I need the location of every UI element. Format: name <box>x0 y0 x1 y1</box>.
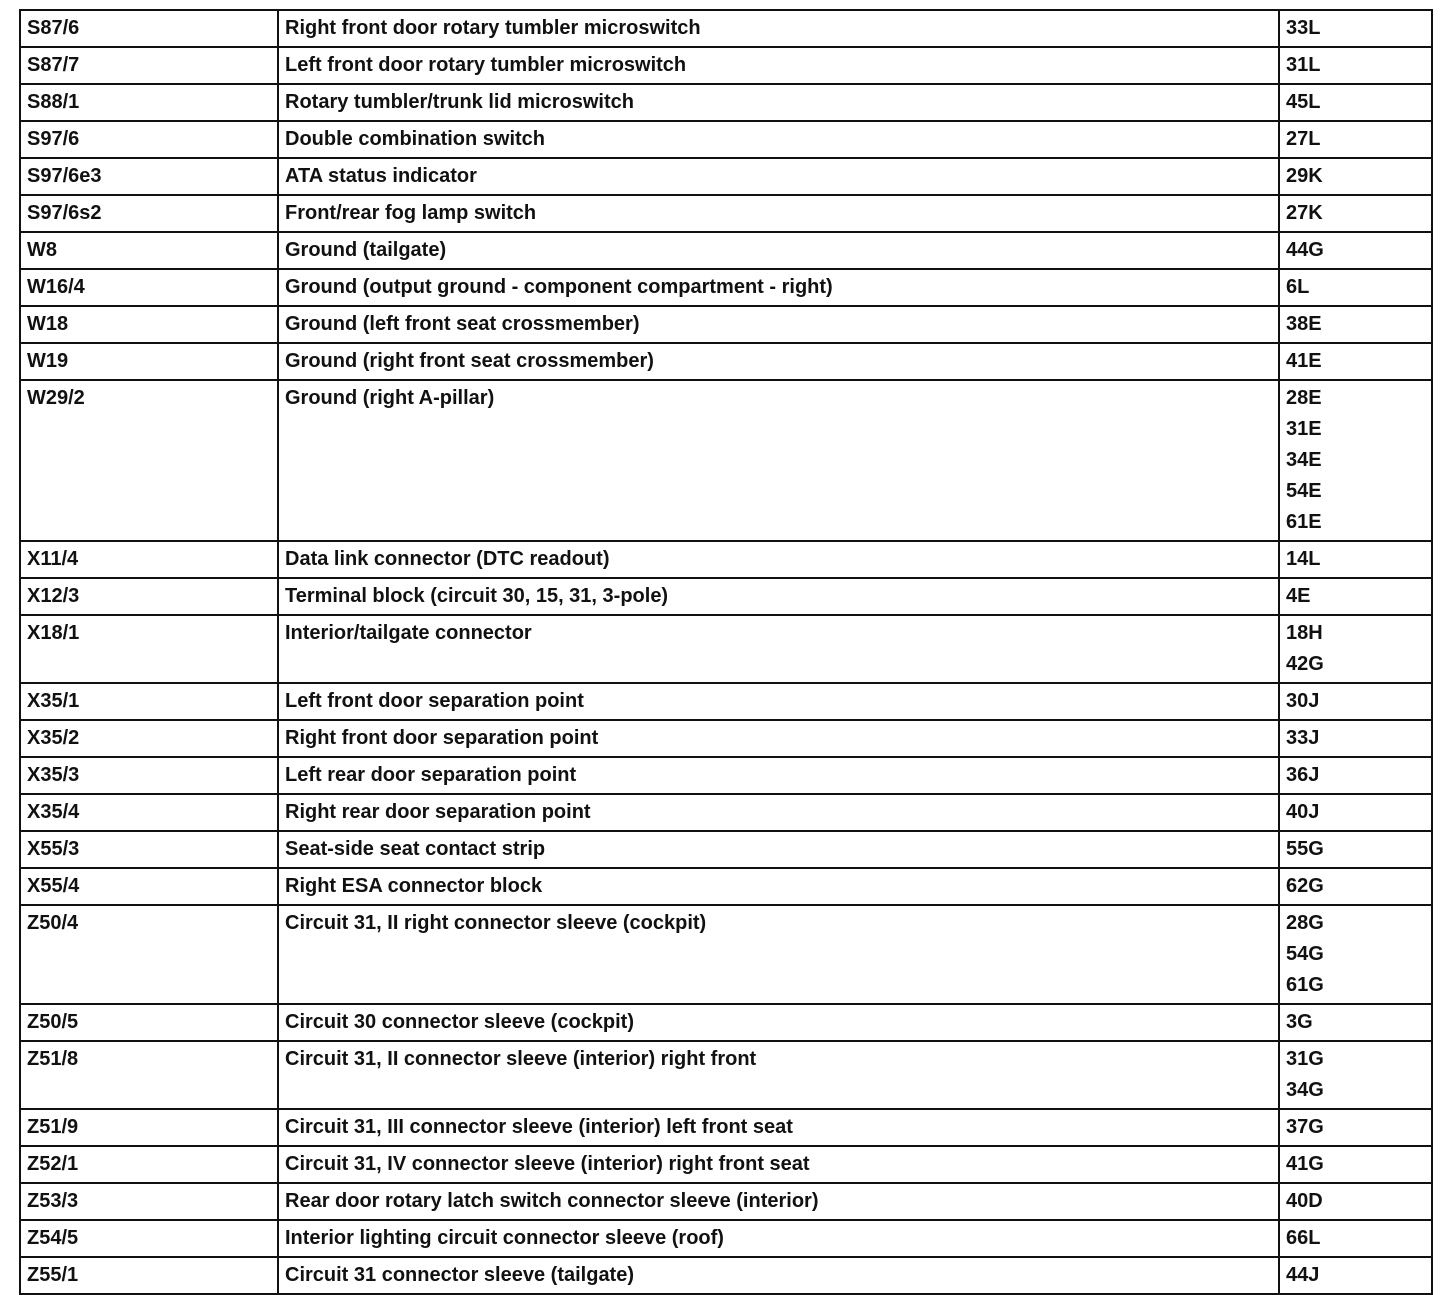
component-description-cell: Left front door separation point <box>278 683 1279 720</box>
table-row <box>20 1257 1432 1294</box>
component-code-cell: X11/4 <box>20 541 278 578</box>
grid-location-cell <box>1279 195 1432 232</box>
component-description-cell: Seat-side seat contact strip <box>278 831 1279 868</box>
grid-location-cell <box>1279 794 1432 831</box>
component-description-cell: Ground (right A-pillar) <box>278 380 1279 541</box>
grid-location-value: 61G <box>1286 974 1324 996</box>
table-row <box>20 343 1432 380</box>
grid-location-value: 18H <box>1286 622 1323 644</box>
grid-location-value: 33L <box>1286 17 1321 39</box>
grid-location-value: 66L <box>1286 1227 1321 1249</box>
component-code-cell: W18 <box>20 306 278 343</box>
component-code-cell: W8 <box>20 232 278 269</box>
table-row <box>20 121 1432 158</box>
grid-location-value: 42G <box>1286 653 1324 675</box>
table-row <box>20 683 1432 720</box>
component-code-cell: W16/4 <box>20 269 278 306</box>
table-row <box>20 1220 1432 1257</box>
component-description-cell: Ground (right front seat crossmember) <box>278 343 1279 380</box>
grid-location-value: 33J <box>1286 727 1320 749</box>
component-location-table <box>19 9 1433 1295</box>
component-code-cell: X35/1 <box>20 683 278 720</box>
component-description-cell: Terminal block (circuit 30, 15, 31, 3-pole) <box>278 578 1279 615</box>
table-row <box>20 757 1432 794</box>
component-code-cell: X55/3 <box>20 831 278 868</box>
component-code-cell: W29/2 <box>20 380 278 541</box>
component-code-cell: S87/7 <box>20 47 278 84</box>
grid-location-value: 54E <box>1286 480 1322 502</box>
table-row <box>20 380 1432 541</box>
table-row <box>20 232 1432 269</box>
table-row <box>20 306 1432 343</box>
grid-location-value: 31E <box>1286 418 1322 440</box>
grid-location-cell <box>1279 380 1432 541</box>
grid-location-cell <box>1279 1220 1432 1257</box>
component-description-cell: Circuit 31, III connector sleeve (interior) left front seat <box>278 1109 1279 1146</box>
component-description-cell: Front/rear fog lamp switch <box>278 195 1279 232</box>
component-description-cell: Ground (left front seat crossmember) <box>278 306 1279 343</box>
grid-location-value: 6L <box>1286 276 1310 298</box>
grid-location-value: 31L <box>1286 54 1321 76</box>
grid-location-cell <box>1279 541 1432 578</box>
component-code-cell: Z55/1 <box>20 1257 278 1294</box>
component-code-cell: Z51/9 <box>20 1109 278 1146</box>
component-code-cell: Z50/4 <box>20 905 278 1004</box>
grid-location-cell <box>1279 1257 1432 1294</box>
grid-location-value: 55G <box>1286 838 1324 860</box>
component-code-cell: Z53/3 <box>20 1183 278 1220</box>
component-code-cell: X12/3 <box>20 578 278 615</box>
component-description-cell: Right ESA connector block <box>278 868 1279 905</box>
grid-location-value: 28G <box>1286 912 1324 934</box>
grid-location-cell <box>1279 905 1432 1004</box>
grid-location-value: 44G <box>1286 239 1324 261</box>
grid-location-cell <box>1279 1004 1432 1041</box>
component-code-cell: X35/3 <box>20 757 278 794</box>
grid-location-cell <box>1279 84 1432 121</box>
grid-location-cell <box>1279 1041 1432 1109</box>
table-row <box>20 47 1432 84</box>
grid-location-cell <box>1279 47 1432 84</box>
table-body <box>20 10 1432 1294</box>
grid-location-value: 3G <box>1286 1011 1313 1033</box>
grid-location-value: 28E <box>1286 387 1322 409</box>
table-row <box>20 10 1432 47</box>
component-description-cell: Left rear door separation point <box>278 757 1279 794</box>
grid-location-value: 4E <box>1286 585 1311 607</box>
grid-location-value: 29K <box>1286 165 1323 187</box>
component-description-cell: Interior lighting circuit connector sleeve (roof) <box>278 1220 1279 1257</box>
grid-location-cell <box>1279 578 1432 615</box>
grid-location-value: 34E <box>1286 449 1322 471</box>
component-code-cell: S88/1 <box>20 84 278 121</box>
table-row <box>20 905 1432 1004</box>
table-row <box>20 578 1432 615</box>
component-code-cell: W19 <box>20 343 278 380</box>
component-code-cell: Z52/1 <box>20 1146 278 1183</box>
grid-location-value: 61E <box>1286 511 1322 533</box>
component-description-cell: Circuit 31, IV connector sleeve (interior) right front seat <box>278 1146 1279 1183</box>
table-row <box>20 1004 1432 1041</box>
component-index-sheet <box>19 9 1433 1295</box>
table-row <box>20 1183 1432 1220</box>
grid-location-value: 34G <box>1286 1079 1324 1101</box>
grid-location-value: 27L <box>1286 128 1321 150</box>
table-row <box>20 720 1432 757</box>
grid-location-value: 54G <box>1286 943 1324 965</box>
component-description-cell: Data link connector (DTC readout) <box>278 541 1279 578</box>
component-description-cell: Rear door rotary latch switch connector sleeve (interior) <box>278 1183 1279 1220</box>
table-row <box>20 1041 1432 1109</box>
component-code-cell: Z51/8 <box>20 1041 278 1109</box>
grid-location-cell <box>1279 10 1432 47</box>
grid-location-cell <box>1279 121 1432 158</box>
grid-location-cell <box>1279 1109 1432 1146</box>
grid-location-cell <box>1279 757 1432 794</box>
component-code-cell: Z54/5 <box>20 1220 278 1257</box>
component-description-cell: Interior/tailgate connector <box>278 615 1279 683</box>
table-row <box>20 541 1432 578</box>
grid-location-cell <box>1279 720 1432 757</box>
table-row <box>20 1109 1432 1146</box>
table-row <box>20 195 1432 232</box>
grid-location-cell <box>1279 343 1432 380</box>
table-row <box>20 794 1432 831</box>
grid-location-value: 41E <box>1286 350 1322 372</box>
component-code-cell: X35/4 <box>20 794 278 831</box>
grid-location-value: 45L <box>1286 91 1321 113</box>
grid-location-cell <box>1279 683 1432 720</box>
component-code-cell: S97/6s2 <box>20 195 278 232</box>
component-code-cell: S87/6 <box>20 10 278 47</box>
component-description-cell: Right rear door separation point <box>278 794 1279 831</box>
table-row <box>20 1146 1432 1183</box>
component-description-cell: Left front door rotary tumbler microswitch <box>278 47 1279 84</box>
component-code-cell: X55/4 <box>20 868 278 905</box>
grid-location-cell <box>1279 1183 1432 1220</box>
table-row <box>20 84 1432 121</box>
grid-location-value: 27K <box>1286 202 1323 224</box>
component-description-cell: Right front door rotary tumbler microswitch <box>278 10 1279 47</box>
component-description-cell: Circuit 31, II connector sleeve (interior) right front <box>278 1041 1279 1109</box>
component-description-cell: Rotary tumbler/trunk lid microswitch <box>278 84 1279 121</box>
component-code-cell: Z50/5 <box>20 1004 278 1041</box>
component-description-cell: ATA status indicator <box>278 158 1279 195</box>
grid-location-value: 14L <box>1286 548 1321 570</box>
table-row <box>20 868 1432 905</box>
grid-location-cell <box>1279 1146 1432 1183</box>
grid-location-cell <box>1279 615 1432 683</box>
component-description-cell: Ground (output ground - component compartment - right) <box>278 269 1279 306</box>
grid-location-value: 44J <box>1286 1264 1320 1286</box>
component-description-cell: Right front door separation point <box>278 720 1279 757</box>
grid-location-cell <box>1279 158 1432 195</box>
component-code-cell: X35/2 <box>20 720 278 757</box>
grid-location-value: 40J <box>1286 801 1320 823</box>
grid-location-value: 40D <box>1286 1190 1323 1212</box>
table-row <box>20 158 1432 195</box>
component-description-cell: Double combination switch <box>278 121 1279 158</box>
component-description-cell: Ground (tailgate) <box>278 232 1279 269</box>
grid-location-value: 62G <box>1286 875 1324 897</box>
grid-location-cell <box>1279 831 1432 868</box>
component-code-cell: S97/6 <box>20 121 278 158</box>
grid-location-cell <box>1279 868 1432 905</box>
table-row <box>20 831 1432 868</box>
grid-location-cell <box>1279 232 1432 269</box>
grid-location-cell <box>1279 269 1432 306</box>
table-row <box>20 269 1432 306</box>
component-code-cell: X18/1 <box>20 615 278 683</box>
grid-location-cell <box>1279 306 1432 343</box>
grid-location-value: 37G <box>1286 1116 1324 1138</box>
grid-location-value: 31G <box>1286 1048 1324 1070</box>
grid-location-value: 41G <box>1286 1153 1324 1175</box>
component-description-cell: Circuit 31, II right connector sleeve (cockpit) <box>278 905 1279 1004</box>
grid-location-value: 38E <box>1286 313 1322 335</box>
grid-location-value: 30J <box>1286 690 1320 712</box>
component-description-cell: Circuit 31 connector sleeve (tailgate) <box>278 1257 1279 1294</box>
component-description-cell: Circuit 30 connector sleeve (cockpit) <box>278 1004 1279 1041</box>
component-code-cell: S97/6e3 <box>20 158 278 195</box>
grid-location-value: 36J <box>1286 764 1320 786</box>
table-row <box>20 615 1432 683</box>
